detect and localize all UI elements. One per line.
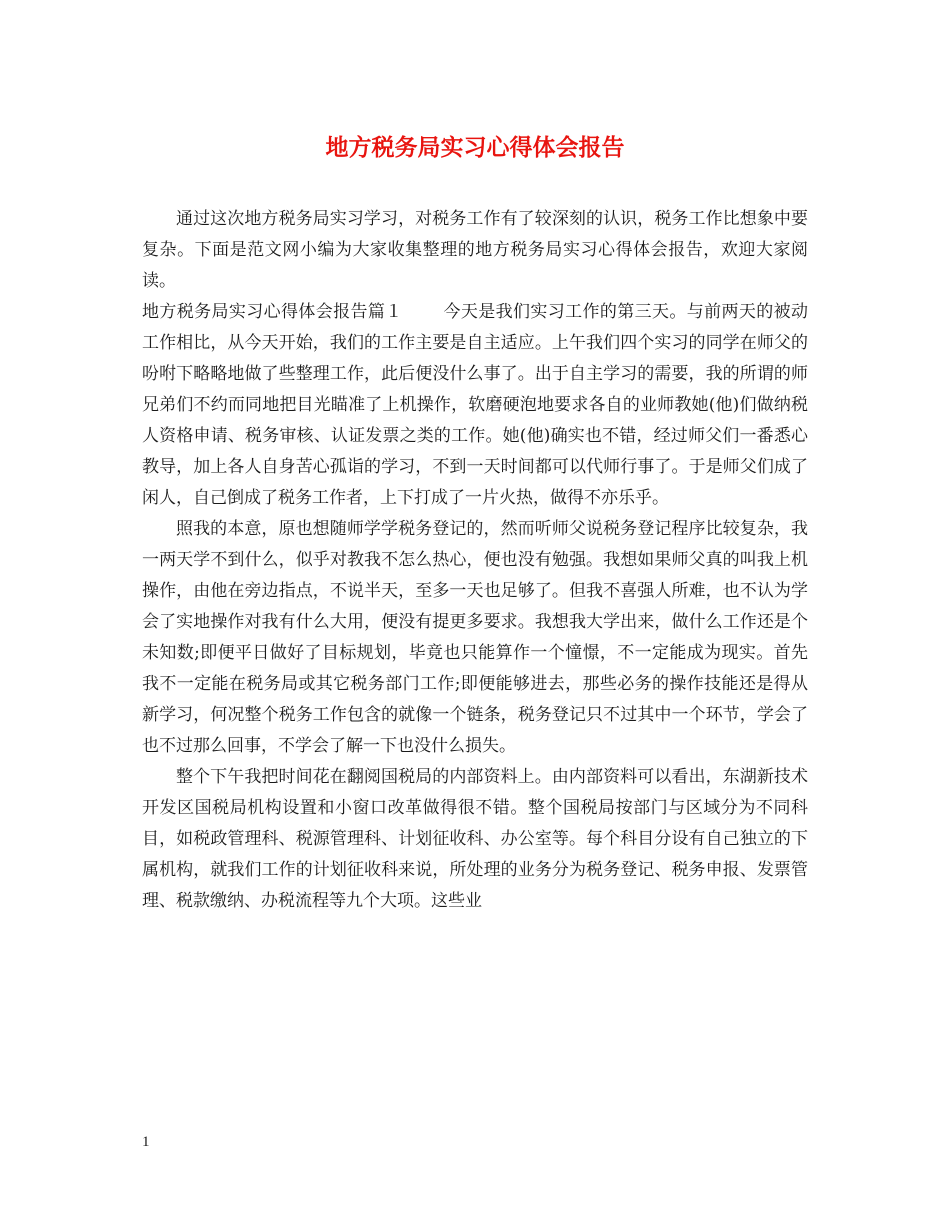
intro-paragraph: 通过这次地方税务局实习学习，对税务工作有了较深刻的认识，税务工作比想象中要复杂。下面是范文网小编为大家收集整理的地方税务局实习心得体会报告，欢迎大家阅读。 [142,209,808,291]
page-number: 1 [142,1134,150,1150]
paragraph-3: 整个下午我把时间花在翻阅国税局的内部资料上。由内部资料可以看出，东湖新技术开发区国税局机构设置和小窗口改革做得很不错。整个国税局按部门与区域分为不同科目，如税政管理科、税源管理科、计划征收科、办公室等。每个科目分设有自己独立的下属机构，就我们工作的计划征收科来说，所处理的业务分为税务登记、税务申报、发票管理、税款缴纳、办税流程等九个大项。这些业 [142,767,808,911]
document-title: 地方税务局实习心得体会报告 [325,134,625,161]
paragraph-2: 照我的本意，原也想随师学学税务登记的，然而听师父说税务登记程序比较复杂，我一两天学不到什么，似乎对教我不怎么热心，便也没有勉强。我想如果师父真的叫我上机操作，由他在旁边指点，不说半天，至多一天也足够了。但我不喜强人所难，也不认为学会了实地操作对我有什么大用，便没有提更多要求。我想我大学出来，做什么工作还是个未知数;即便平日做好了目标规划，毕竟也只能算作一个憧憬，不一定能成为现实。首先我不一定能在税务局或其它税务部门工作;即便能够进去，那些必务的操作技能还是得从新学习，何况整个税务工作包含的就像一个链条，税务登记只不过其中一个环节，学会了也不过那么回事，不学会了解一下也没什么损失。 [142,519,808,756]
section-heading: 地方税务局实习心得体会报告篇１ [142,302,403,322]
paragraph-1-text: 今天是我们实习工作的第三天。与前两天的被动工作相比，从今天开始，我们的工作主要是自主适应。上午我们四个实习的同学在师父的吩咐下略略地做了些整理工作，此后便没什么事了。出于自主学习的需要，我的所谓的师兄弟们不约而同地把目光瞄准了上机操作，软磨硬泡地要求各自的业师教她(他)们做纳税人资格申请、税务审核、认证发票之类的工作。她(他)确实也不错，经过师父们一番悉心教导，加上各人自身苦心孤诣的学习，不到一天时间都可以代师行事了。于是师父们成了闲人，自己倒成了税务工作者，上下打成了一片火热，做得不亦乐乎。 [142,302,809,508]
document-body [142,204,808,917]
section-paragraph-1 [142,297,808,514]
